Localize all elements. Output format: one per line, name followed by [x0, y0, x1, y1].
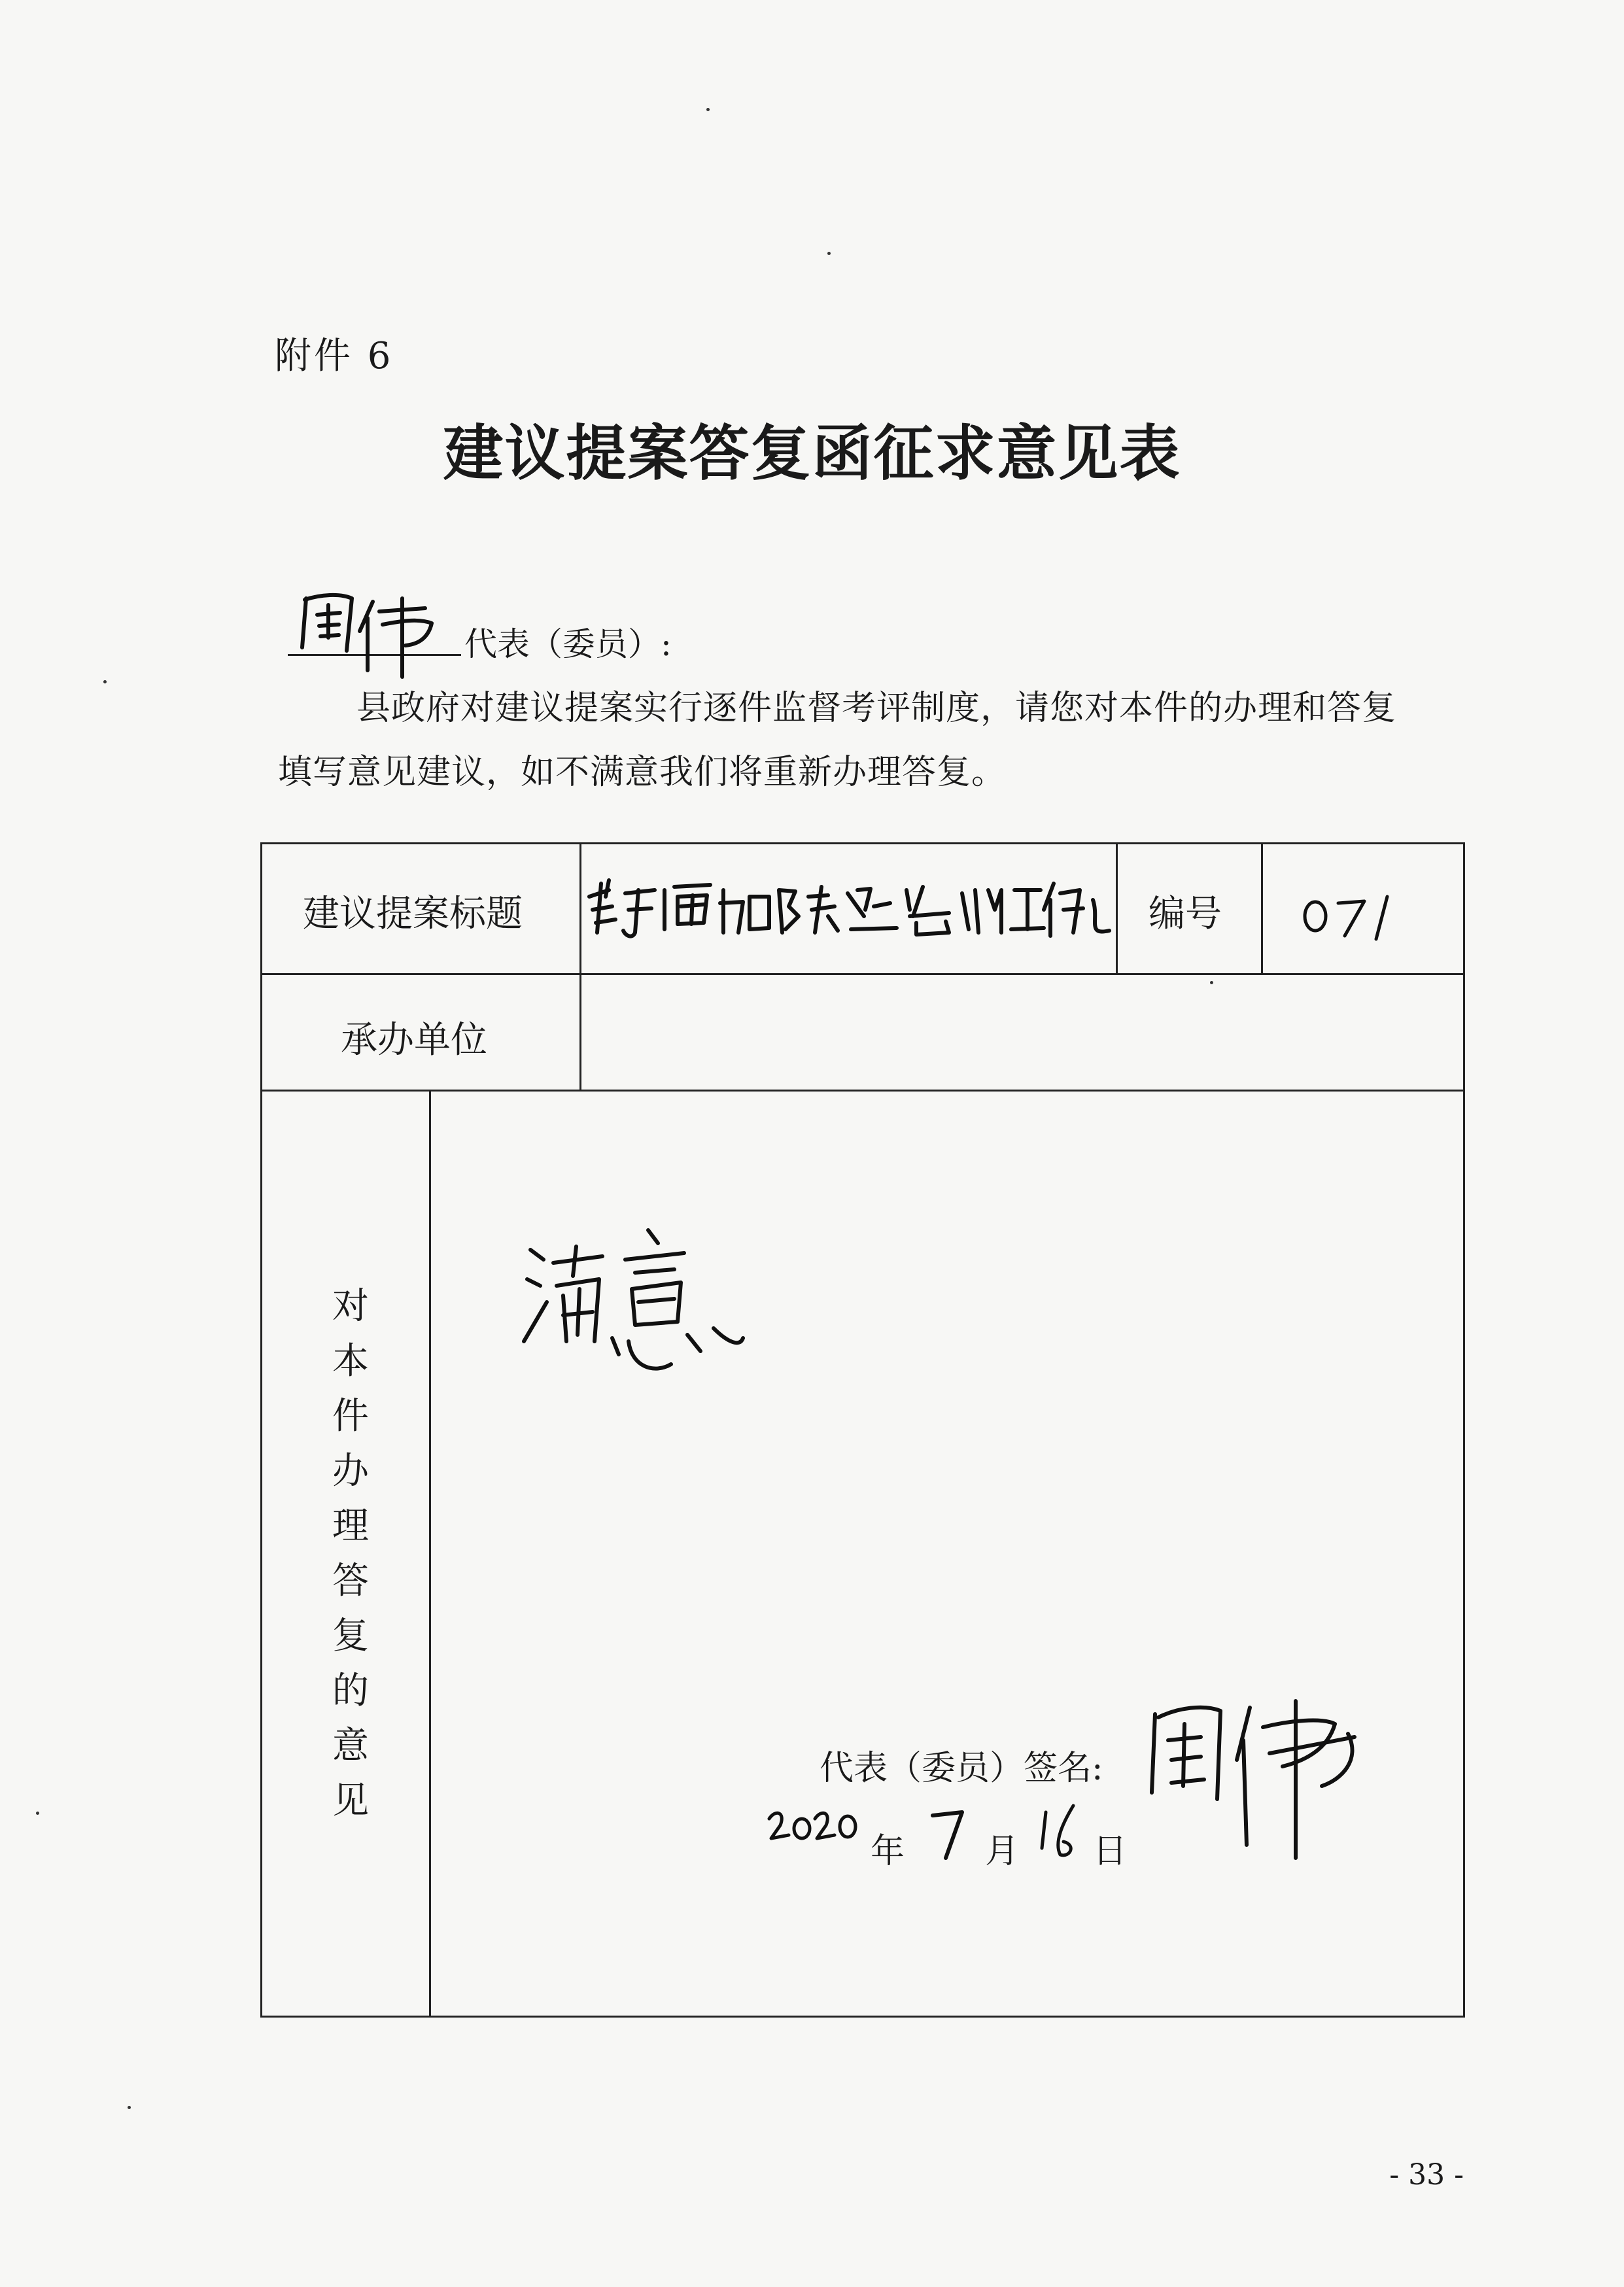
date-day-unit: 日 — [1093, 1832, 1128, 1871]
scan-speck — [36, 1812, 39, 1815]
unit-label: 承办单位 — [341, 1019, 487, 1061]
date-month-unit: 月 — [985, 1832, 1020, 1871]
col-divider-opinion — [429, 1090, 431, 2016]
title-label: 建议提案标题 — [303, 893, 523, 935]
signature-label: 代表（委员）签名: — [820, 1749, 1103, 1788]
handwritten-opinion-satisfied — [517, 1211, 746, 1394]
attachment-label: 附件 6 — [275, 335, 394, 377]
handwritten-signature — [1139, 1688, 1413, 1884]
row-divider-1 — [262, 973, 1463, 975]
date-year-unit: 年 — [871, 1832, 905, 1871]
handwritten-number — [1299, 887, 1404, 946]
row-divider-2 — [262, 1090, 1463, 1092]
page-title: 建议提案答复函征求意见表 — [443, 418, 1181, 489]
scan-speck — [103, 680, 107, 683]
handwritten-name-signature — [294, 585, 445, 683]
col-divider-label — [579, 844, 581, 1092]
intro-paragraph-line-2: 填写意见建议，如不满意我们将重新办理答复。 — [278, 753, 1007, 792]
scan-speck — [827, 252, 831, 255]
scan-speck — [706, 108, 710, 111]
scan-speck — [1210, 981, 1213, 984]
opinion-form-table — [260, 842, 1465, 2018]
handwritten-year — [766, 1799, 864, 1851]
opinion-label: 对 本 件 办 理 答 复 的 意 见 — [332, 1285, 369, 1822]
number-label: 编号 — [1149, 893, 1222, 935]
intro-paragraph-line-1: 县政府对建议提案实行逐件监督考评制度，请您对本件的办理和答复 — [356, 689, 1397, 728]
col-divider-number — [1261, 844, 1263, 974]
page-number: - 33 - — [1389, 2158, 1464, 2192]
col-divider-title — [1116, 844, 1118, 974]
handwritten-month — [926, 1802, 972, 1861]
handwritten-day — [1034, 1802, 1086, 1861]
handwritten-proposal-title — [583, 870, 1113, 949]
greeting-suffix: 代表（委员）: — [464, 625, 672, 663]
scan-speck — [128, 2106, 131, 2109]
